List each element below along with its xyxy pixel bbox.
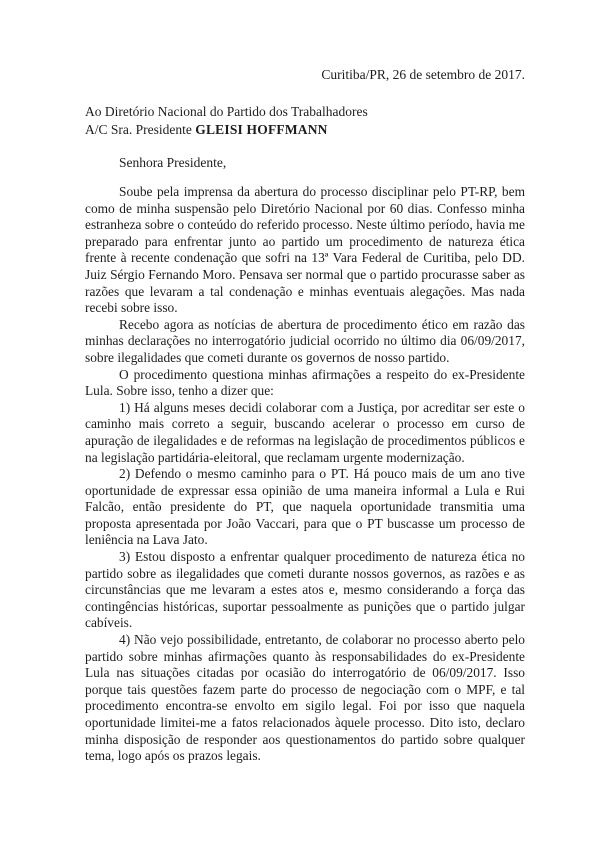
letter-content — [85, 66, 525, 765]
letter-body — [85, 184, 525, 765]
paragraph-1: Soube pela imprensa da abertura do processo disciplinar pelo PT-RP, bem como de minha suspensão pelo Diretório Nacional por 60 dias. Confesso minha estranheza sobre o conteúdo do referido processo. Neste último período, havia me preparado para enfrentar junto ao partido um procedimento de natureza ética frente à recente condenação que sofri na 13ª Vara Federal de Curitiba, pelo DD. Juiz Sérgio Fernando Moro. Pensava ser normal que o partido procurasse saber as razões que levaram a tal condenação e minhas eventuais alegações. Mas nada recebi sobre isso. — [85, 184, 525, 316]
recipient-attention-line — [85, 121, 525, 139]
paragraph-item-4: 4) Não vejo possibilidade, entretanto, de colaborar no processo aberto pelo partido sobre minhas afirmações quanto às responsabilidades do ex-Presidente Lula nas situações citadas por ocasião do interrogatório de 06/09/2017. Isso porque tais questões fazem parte do processo de negociação com o MPF, e tal procedimento encontra-se envolto em sigilo legal. Foi por isso que naquela oportunidade limitei-me a fatos relacionados àquele processo. Dito isto, declaro minha disposição de responder aos questionamentos do partido sobre qualquer tema, logo após os prazos legais. — [85, 632, 525, 764]
date-line: Curitiba/PR, 26 de setembro de 2017. — [321, 67, 525, 82]
salutation: Senhora Presidente, — [119, 155, 227, 170]
recipient-name: GLEISI HOFFMANN — [195, 121, 328, 137]
recipient-block — [85, 103, 525, 138]
recipient-organization: Ao Diretório Nacional do Partido dos Trabalhadores — [85, 104, 368, 119]
recipient-attention-prefix: A/C Sra. Presidente — [85, 121, 196, 137]
paragraph-3: O procedimento questiona minhas afirmações a respeito do ex-Presidente Lula. Sobre isso, tenho a dizer que: — [85, 366, 525, 399]
paragraph-item-3: 3) Estou disposto a enfrentar qualquer procedimento de natureza ética no partido sobre as ilegalidades que cometi durante nossos governos, as razões e as circunstâncias que me levaram a estes atos e, mesmo considerando a força das contingências históricas, suportar pessoalmente as punições que o partido julgar cabíveis. — [85, 549, 525, 631]
paragraph-2: Recebo agora as notícias de abertura de procedimento ético em razão das minhas declarações no interrogatório judicial ocorrido no último dia 06/09/2017, sobre ilegalidades que cometi durante os governos de nosso partido. — [85, 316, 525, 365]
paragraph-item-2: 2) Defendo o mesmo caminho para o PT. Há pouco mais de um ano tive oportunidade de expressar essa opinião de uma maneira informal a Lula e Rui Falcão, então presidente do PT, que naquela oportunidade transmitia uma proposta apresentada por João Vaccari, para que o PT buscasse um processo de leniência na Lava Jato. — [85, 466, 525, 548]
paragraph-item-1: 1) Há alguns meses decidi colaborar com a Justiça, por acreditar ser este o caminho mais correto a seguir, buscando acelerar o processo em curso de apuração de ilegalidades e de reformas na legislação de procedimentos públicos e na legislação partidária-eleitoral, que reclamam urgente modernização. — [85, 399, 525, 465]
